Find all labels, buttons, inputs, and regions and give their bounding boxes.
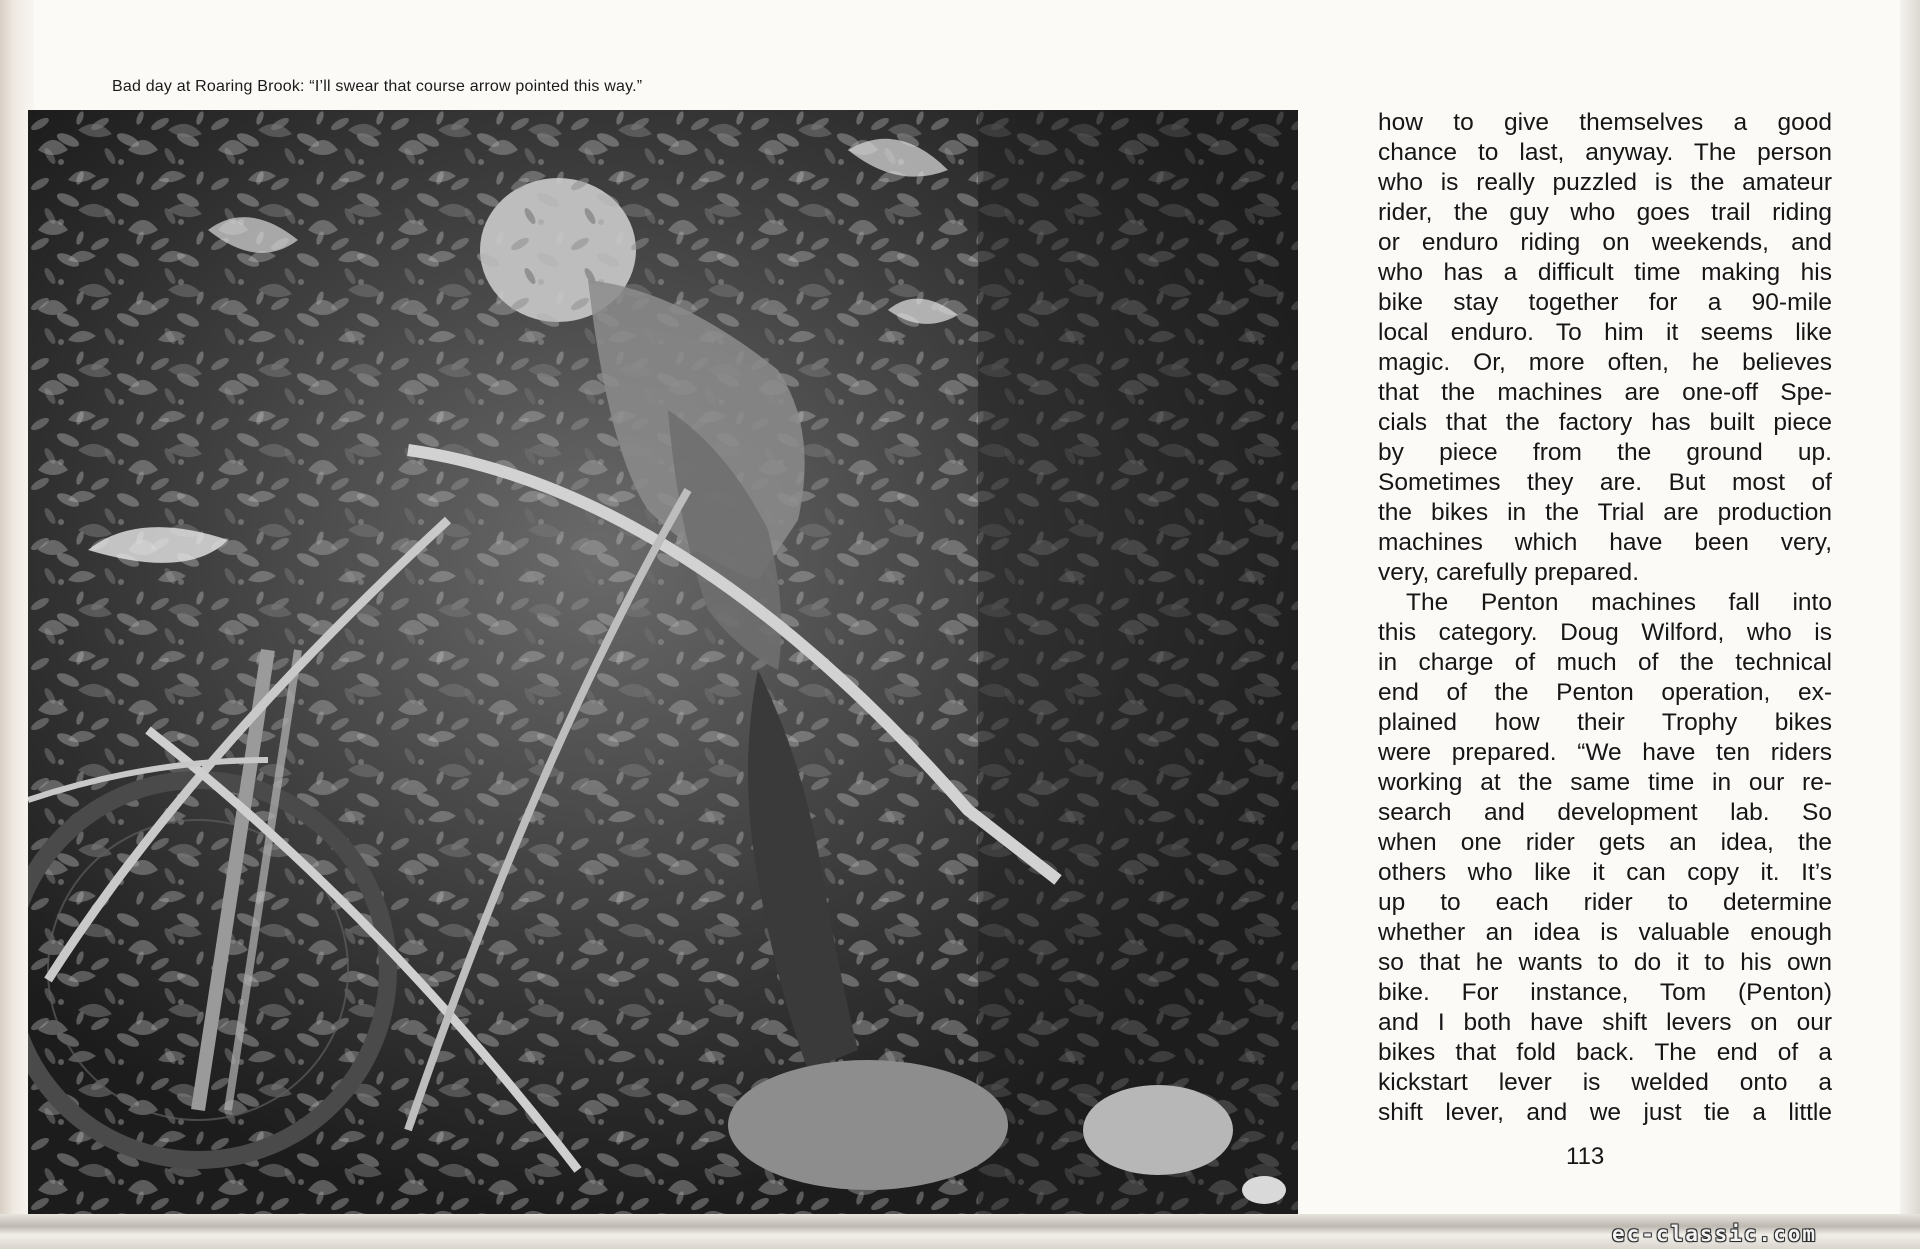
article-line: or enduro riding on weekends, and <box>1378 229 1832 256</box>
rider-photo <box>28 110 1298 1216</box>
article-line: end of the Penton operation, ex- <box>1378 679 1832 706</box>
article-line: others who like it can copy it. It’s <box>1378 859 1832 886</box>
photo-caption: Bad day at Roaring Brook: “I’ll swear that course arrow pointed this way.” <box>112 78 643 95</box>
article-line: by piece from the ground up. <box>1378 439 1832 466</box>
article-line: so that he wants to do it to his own <box>1378 949 1832 976</box>
motorcycle-rider-in-brush-photo <box>28 110 1298 1216</box>
article-line: in charge of much of the technical <box>1378 649 1832 676</box>
article-line: who is really puzzled is the amateur <box>1378 169 1832 196</box>
article-line: how to give themselves a good <box>1378 109 1832 136</box>
article-line: very, carefully prepared. <box>1378 559 1639 586</box>
article-line: The Penton machines fall into <box>1406 589 1832 616</box>
article-line: who has a difficult time making his <box>1378 259 1832 286</box>
page-number: 113 <box>1566 1143 1605 1170</box>
article-line: that the machines are one-off Spe- <box>1378 379 1832 406</box>
article-line: bike stay together for a 90-mile <box>1378 289 1832 316</box>
article-line: magic. Or, more often, he believes <box>1378 349 1832 376</box>
article-line: bikes that fold back. The end of a <box>1378 1039 1832 1066</box>
article-line: were prepared. “We have ten riders <box>1378 739 1832 766</box>
watermark: ec-classic.com <box>1612 1222 1818 1246</box>
article-line: machines which have been very, <box>1378 529 1832 556</box>
page-edge <box>1900 0 1920 1249</box>
article-line: chance to last, anyway. The person <box>1378 139 1832 166</box>
article-line: the bikes in the Trial are production <box>1378 499 1832 526</box>
article-line: whether an idea is valuable enough <box>1378 919 1832 946</box>
article-line: search and development lab. So <box>1378 799 1832 826</box>
article-line: and I both have shift levers on our <box>1378 1009 1832 1036</box>
article-line: this category. Doug Wilford, who is <box>1378 619 1832 646</box>
article-line: up to each rider to determine <box>1378 889 1832 916</box>
article-line: kickstart lever is welded onto a <box>1378 1069 1832 1096</box>
article-line: when one rider gets an idea, the <box>1378 829 1832 856</box>
article-line: cials that the factory has built piece <box>1378 409 1832 436</box>
article-line: Sometimes they are. But most of <box>1378 469 1832 496</box>
article-line: working at the same time in our re- <box>1378 769 1832 796</box>
article-line: bike. For instance, Tom (Penton) <box>1378 979 1832 1006</box>
article-line: local enduro. To him it seems like <box>1378 319 1832 346</box>
article-line: shift lever, and we just tie a little <box>1378 1099 1832 1126</box>
article-line: plained how their Trophy bikes <box>1378 709 1832 736</box>
article-line: rider, the guy who goes trail riding <box>1378 199 1832 226</box>
article-body <box>1378 108 1832 1128</box>
